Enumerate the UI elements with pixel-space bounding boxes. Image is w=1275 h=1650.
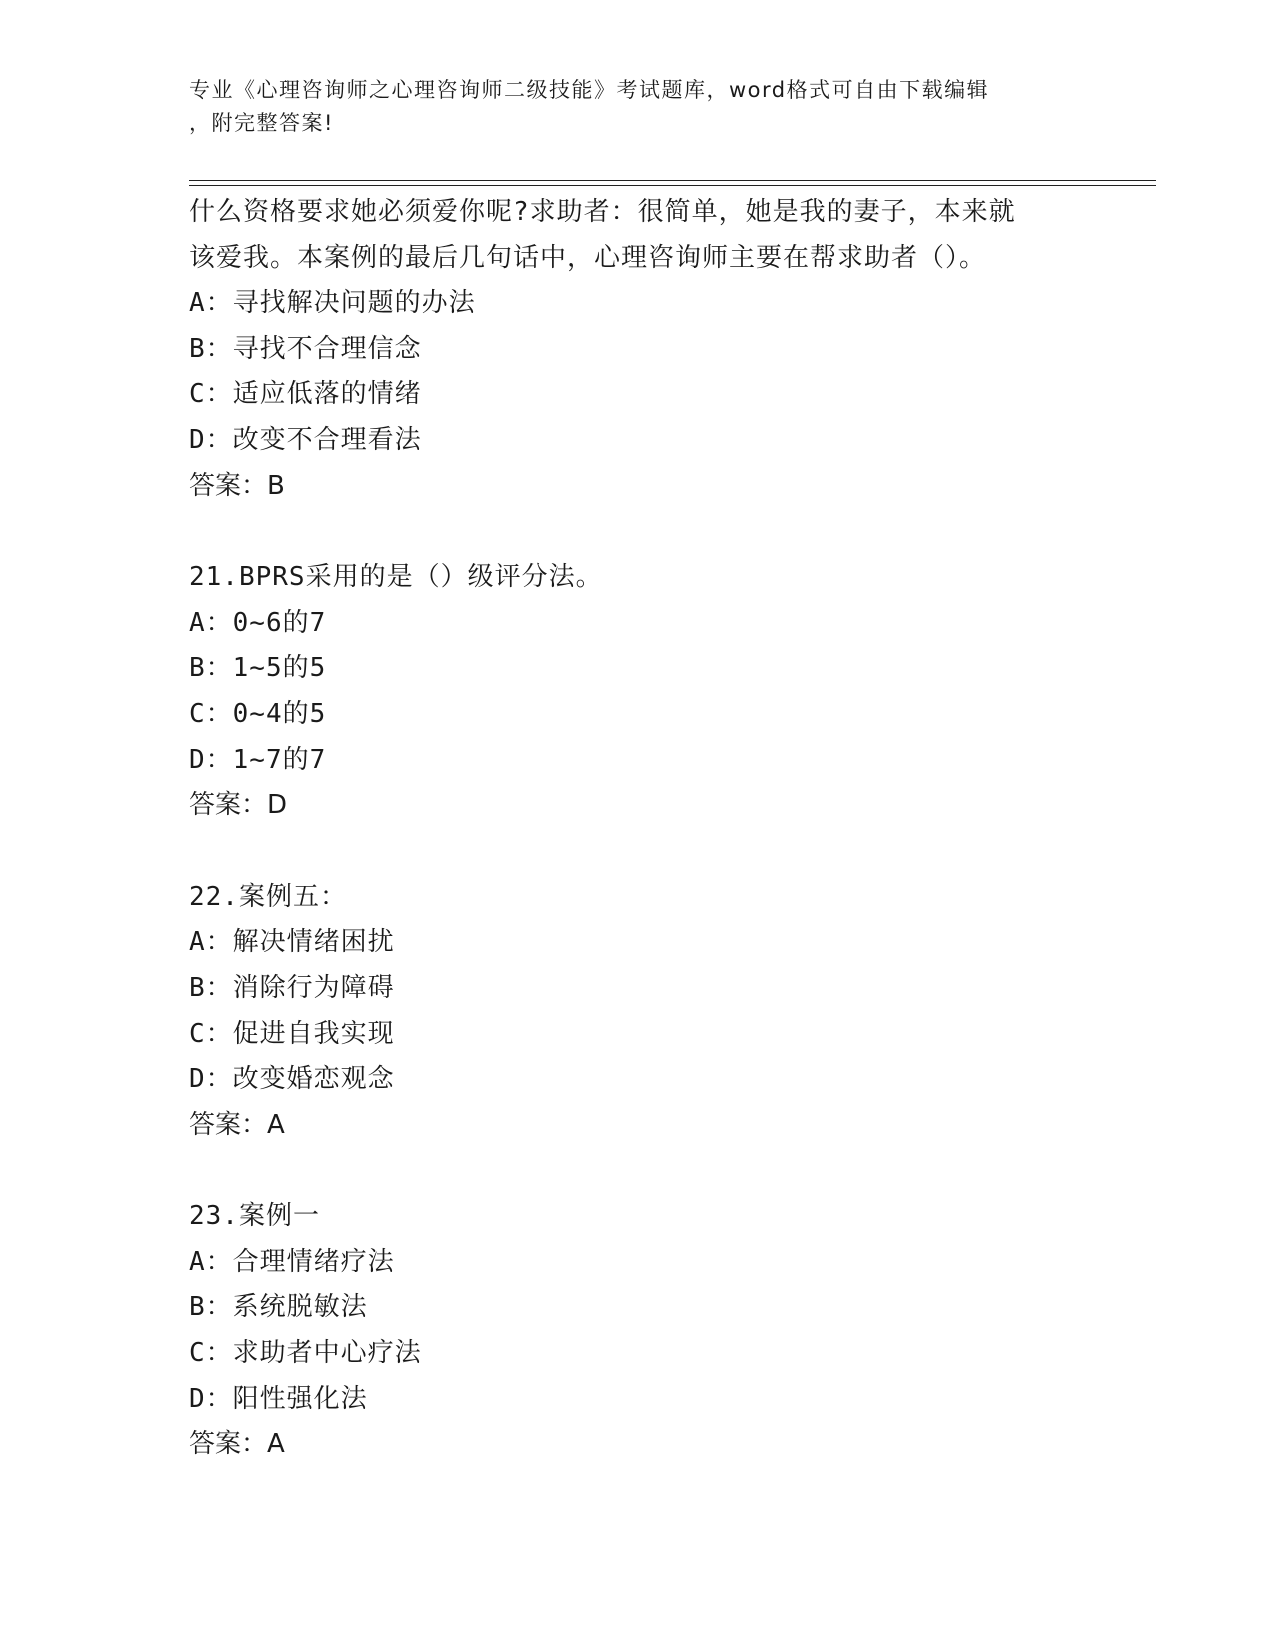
option-c: C：求助者中心疗法 — [189, 1338, 422, 1369]
answer-line: 答案：B — [189, 470, 285, 501]
option-c: C：促进自我实现 — [189, 1018, 395, 1049]
question-stem: 21.BPRS采用的是（）级评分法。 — [189, 562, 603, 593]
question-stem-line-1: 什么资格要求她必须爱你呢?求助者：很简单，她是我的妻子，本来就 — [189, 197, 1016, 227]
question-stem: 22.案例五： — [189, 881, 347, 912]
header-rule-bottom — [189, 185, 1156, 186]
option-c: C：0~4的5 — [189, 698, 327, 729]
option-d: D：1~7的7 — [189, 744, 327, 775]
question-block-22 — [189, 875, 1109, 1149]
document-body — [189, 190, 1109, 1468]
option-c: C：适应低落的情绪 — [189, 379, 422, 410]
option-a: A：0~6的7 — [189, 607, 327, 638]
option-b: B：系统脱敏法 — [189, 1292, 368, 1323]
question-block-20 — [189, 190, 1109, 509]
option-b: B：1~5的5 — [189, 653, 327, 684]
document-header — [189, 74, 1069, 140]
option-b: B：消除行为障碍 — [189, 972, 395, 1003]
block-gap — [189, 1148, 1109, 1194]
header-rule-top — [189, 180, 1156, 181]
option-d: D：阳性强化法 — [189, 1383, 368, 1414]
question-block-23 — [189, 1194, 1109, 1468]
header-line-1: 专业《心理咨询师之心理咨询师二级技能》考试题库，word格式可自由下载编辑 — [189, 78, 990, 102]
answer-line: 答案：A — [189, 1429, 285, 1460]
option-a: A：寻找解决问题的办法 — [189, 288, 476, 319]
question-block-21 — [189, 555, 1109, 829]
answer-line: 答案：A — [189, 1109, 285, 1140]
answer-line: 答案：D — [189, 790, 288, 821]
option-a: A：合理情绪疗法 — [189, 1246, 395, 1277]
block-gap — [189, 829, 1109, 875]
question-stem: 23.案例一 — [189, 1201, 320, 1232]
question-stem-line-2: 该爱我。本案例的最后几句话中，心理咨询师主要在帮求助者（）。 — [189, 242, 987, 273]
block-gap — [189, 509, 1109, 555]
option-d: D：改变婚恋观念 — [189, 1064, 395, 1095]
header-line-2: ，附完整答案! — [189, 111, 334, 135]
option-d: D：改变不合理看法 — [189, 424, 422, 455]
option-b: B：寻找不合理信念 — [189, 333, 422, 364]
option-a: A：解决情绪困扰 — [189, 927, 395, 958]
